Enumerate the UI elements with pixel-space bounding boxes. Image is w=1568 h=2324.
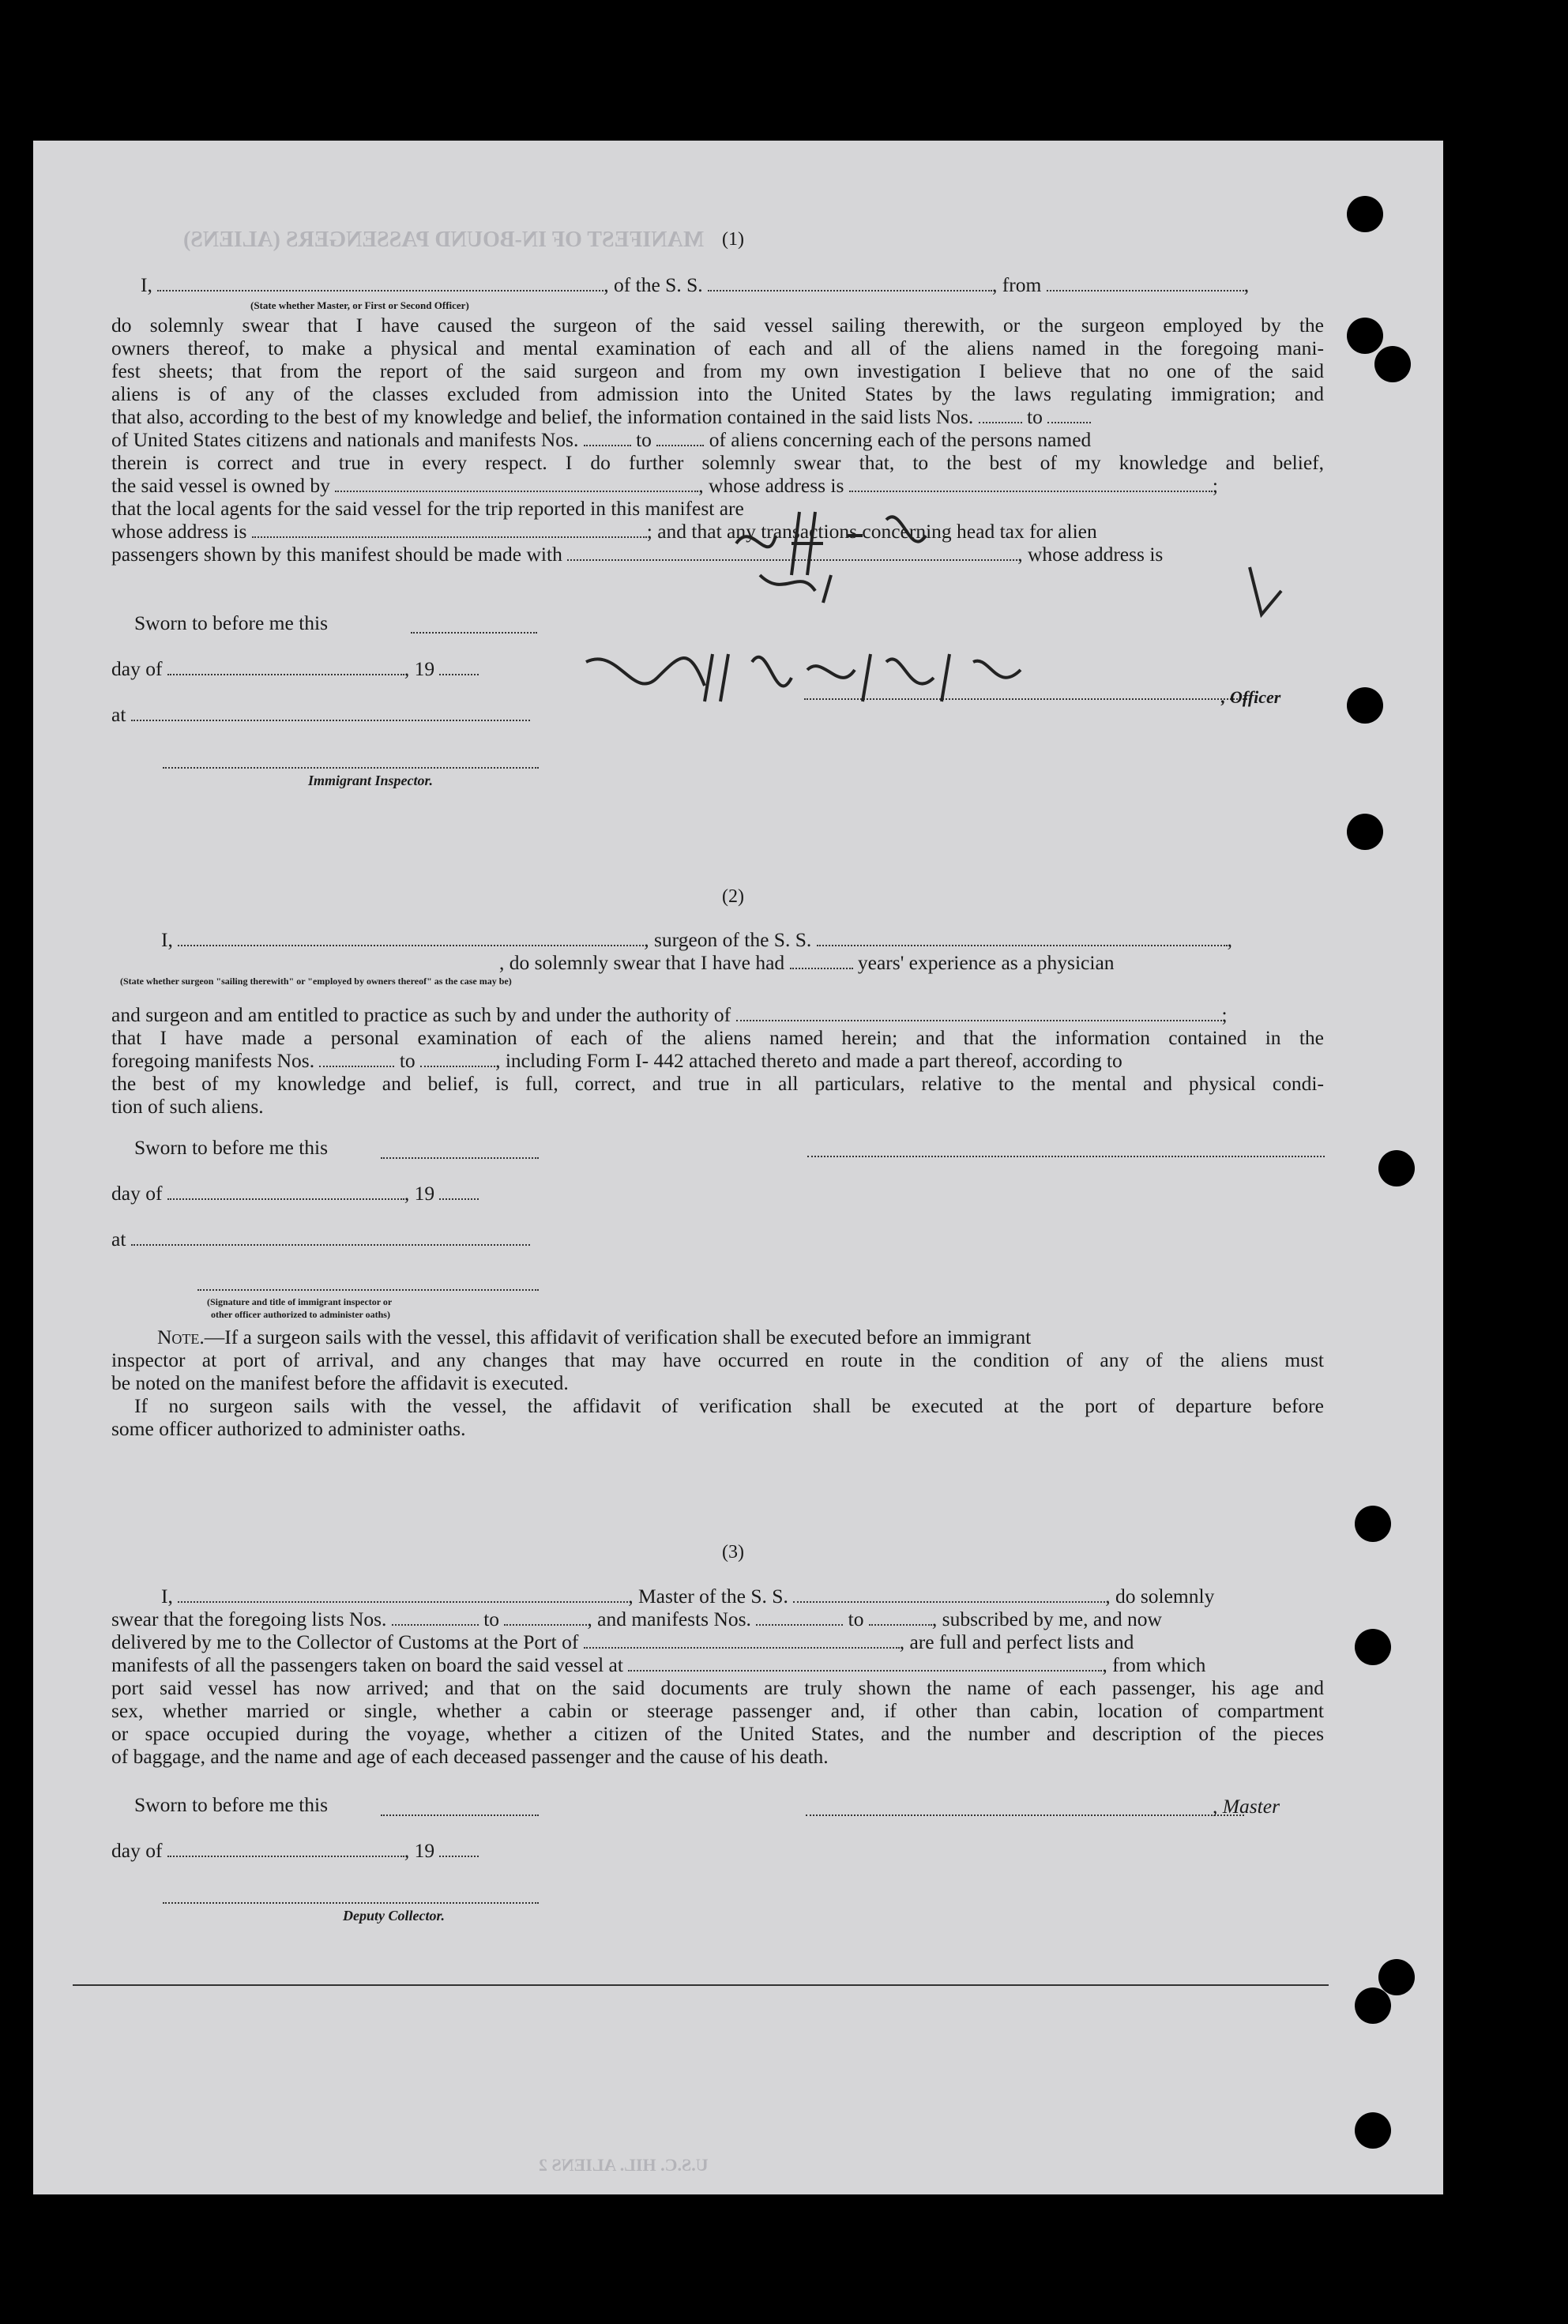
s1-para-line-7: therein is correct and true in every respect. I do further solemnly swear that, to the best of my knowledge and belief, [111, 451, 1324, 474]
s3-line-4: manifests of all the passengers taken on board the said vessel at , from which [111, 1653, 1206, 1676]
s1-para-line-10: whose address is ; and that any transactions concerning head tax for alien [111, 520, 1097, 543]
s2-note-line-1: Note.—If a surgeon sails with the vessel, this affidavit of verification shall be executed before an immigrant [157, 1326, 1032, 1348]
s3-year-field[interactable] [439, 1840, 479, 1857]
note-label: Note. [157, 1326, 205, 1348]
s1-officer-label: , Officer [1221, 687, 1281, 707]
s3-day-field[interactable] [167, 1840, 404, 1857]
lists-from-field[interactable] [979, 406, 1022, 423]
s2-sig-note-1: (Signature and title of immigrant inspector or [207, 1296, 393, 1307]
manifests-from-field[interactable] [584, 429, 631, 446]
s2-day-of: day of , 19 [111, 1182, 479, 1205]
binder-hole [1355, 2112, 1391, 2149]
s3-day-of: day of , 19 [111, 1839, 479, 1863]
s3-sworn-field[interactable] [381, 1814, 539, 1816]
collector-port-field[interactable] [584, 1631, 900, 1649]
s1-line-1: I, , of the S. S. , from , [141, 273, 1250, 296]
s2-at: at [111, 1228, 530, 1251]
s3-master-name-field[interactable] [178, 1585, 628, 1603]
binder-hole [1374, 346, 1411, 382]
s2-signature-line[interactable] [807, 1156, 1325, 1157]
s1-officer-note: (State whether Master, or First or Second Officer) [250, 299, 469, 311]
s2-sworn-field[interactable] [381, 1157, 539, 1159]
s3-lists-to-field[interactable] [504, 1608, 587, 1626]
binder-hole [1355, 1987, 1391, 2024]
s3-line-2: swear that the foregoing lists Nos. to , and manifests Nos. to , subscribed by me, and now [111, 1608, 1162, 1630]
s1-para-line-6: of United States citizens and nationals and manifests Nos. to of aliens concerning each of the persons named [111, 428, 1092, 451]
s1-sworn-field[interactable] [411, 632, 537, 634]
s2-note-line-4: If no surgeon sails with the vessel, the affidavit of verification shall be executed at the port of departure before [134, 1394, 1324, 1417]
lists-to-field[interactable] [1047, 406, 1091, 423]
s3-line-7: or space occupied during the voyage, whether a citizen of the United States, and the number and description of the pieces [111, 1722, 1324, 1745]
vessel-name-field[interactable] [708, 274, 992, 291]
bleed-through-header: MANIFEST OF IN-BOUND PASSENGERS (ALIENS) [183, 228, 705, 252]
section-3-number: (3) [722, 1542, 744, 1562]
s1-para-line-9: that the local agents for the said vessel for the trip reported in this manifest are [111, 497, 744, 520]
master-name-field[interactable] [157, 274, 604, 291]
s3-line-5: port said vessel has now arrived; and that on the said documents are truly shown the name of each passenger, his age and [111, 1676, 1324, 1699]
binder-hole [1347, 814, 1383, 850]
years-experience-field[interactable] [790, 952, 853, 969]
s3-line-3: delivered by me to the Collector of Customs at the Port of , are full and perfect lists and [111, 1630, 1134, 1653]
s1-at: at [111, 703, 530, 727]
s2-line-7: tion of such aliens. [111, 1095, 264, 1118]
s3-line-6: sex, whether married or single, whether a cabin or steerage passenger and, if other than cabin, location of compartment [111, 1699, 1324, 1722]
binder-hole [1355, 1629, 1391, 1665]
s3-master-label: , Master [1213, 1795, 1280, 1818]
s2-at-field[interactable] [131, 1228, 530, 1246]
s2-line-2: , do solemnly swear that I have had years' experience as a physician [499, 951, 1115, 974]
s1-para-line-3: fest sheets; that from the report of the said surgeon and from my own investigation I believe that no one of the said [111, 359, 1324, 382]
s2-line-3: and surgeon and am entitled to practice as such by and under the authority of ; [111, 1003, 1228, 1026]
s2-line-5: foregoing manifests Nos. to , including Form I- 442 attached thereto and made a part thereof, according to [111, 1049, 1122, 1072]
s2-line-4: that I have made a personal examination of each of the aliens named herein; and that the information contained in the [111, 1026, 1324, 1049]
boarding-port-field[interactable] [628, 1654, 1102, 1672]
s2-vessel-field[interactable] [817, 929, 1228, 946]
agent-address-field[interactable] [252, 521, 647, 538]
binder-hole [1378, 1959, 1415, 1995]
s2-inspector-signature-line[interactable] [197, 1289, 539, 1291]
s1-inspector-signature-line[interactable] [163, 767, 539, 769]
s2-sig-note-2: other officer authorized to administer oaths) [211, 1309, 390, 1320]
s3-vessel-field[interactable] [793, 1585, 1105, 1603]
binder-hole [1347, 318, 1383, 354]
binder-hole [1355, 1506, 1391, 1542]
s1-para-line-1: do solemnly swear that I have caused the surgeon of the said vessel sailing therewith, or the surgeon employed by the [111, 314, 1324, 337]
s3-master-signature-line[interactable] [806, 1814, 1244, 1816]
bottom-rule [73, 1984, 1329, 1986]
manifests-to-field[interactable] [656, 429, 704, 446]
s3-manifests-from-field[interactable] [756, 1608, 843, 1626]
s1-para-line-4: aliens is of any of the classes excluded from admission into the United States by the laws regulating immigration; and [111, 382, 1324, 405]
s3-collector-caption: Deputy Collector. [343, 1908, 445, 1924]
s1-day-field[interactable] [167, 658, 404, 675]
s2-note-line-5: some officer authorized to administer oaths. [111, 1417, 466, 1440]
owner-field[interactable] [335, 475, 698, 492]
s3-lists-from-field[interactable] [392, 1608, 479, 1626]
s1-para-line-2: owners thereof, to make a physical and mental examination of each and all of the aliens named in the foregoing mani- [111, 337, 1324, 359]
s2-sworn-label: Sworn to before me this [134, 1136, 329, 1159]
handwritten-signature [570, 630, 1044, 717]
s1-sworn-label: Sworn to before me this [134, 611, 329, 634]
s3-manifests-to-field[interactable] [869, 1608, 932, 1626]
s1-year-field[interactable] [439, 658, 479, 675]
s1-para-line-8: the said vessel is owned by , whose address is ; [111, 474, 1218, 497]
s3-line-8: of baggage, and the name and age of each deceased passenger and the cause of his death. [111, 1745, 829, 1768]
s1-day-of: day of , 19 [111, 657, 479, 681]
s2-manifests-to-field[interactable] [420, 1050, 495, 1067]
binder-hole [1378, 1150, 1415, 1186]
binder-hole [1347, 196, 1383, 232]
authority-field[interactable] [736, 1004, 1222, 1021]
s3-line-1: I, , Master of the S. S. , do solemnly [161, 1585, 1215, 1608]
s1-at-field[interactable] [131, 704, 530, 721]
binder-hole [1347, 687, 1383, 724]
s2-note-line-3: be noted on the manifest before the affidavit is executed. [111, 1371, 569, 1394]
s1-para-line-11: passengers shown by this manifest should be made with , whose address is [111, 543, 1164, 566]
section-2-number: (2) [722, 886, 744, 907]
s2-line-1: I, , surgeon of the S. S. , [161, 928, 1233, 951]
from-port-field[interactable] [1047, 274, 1244, 291]
s2-line-6: the best of my knowledge and belief, is full, correct, and true in all particulars, relative to the mental and physical condi- [111, 1072, 1324, 1095]
s1-inspector-caption: Immigrant Inspector. [308, 773, 434, 788]
s3-sworn-label: Sworn to before me this [134, 1793, 329, 1816]
check-mark [1242, 559, 1289, 622]
s2-surgeon-note: (State whether surgeon "sailing therewith" or "employed by owners thereof" as the case may be) [120, 976, 512, 987]
s2-manifests-from-field[interactable] [319, 1050, 394, 1067]
s2-day-field[interactable] [167, 1183, 404, 1200]
s2-year-field[interactable] [439, 1183, 479, 1200]
handwritten-annotation [728, 488, 997, 607]
s3-collector-signature-line[interactable] [163, 1902, 539, 1904]
bleed-through-footer: U.S.C. HIL. ALIENS 2 [539, 2155, 709, 2175]
s2-note-line-2: inspector at port of arrival, and any changes that may have occurred en route in the condition of any of the aliens must [111, 1348, 1324, 1371]
section-1-number: (1) [722, 229, 744, 250]
surgeon-name-field[interactable] [178, 929, 644, 946]
s1-para-line-5: that also, according to the best of my knowledge and belief, the information contained in the said lists Nos. to [111, 405, 1091, 429]
document-page [33, 141, 1443, 2194]
